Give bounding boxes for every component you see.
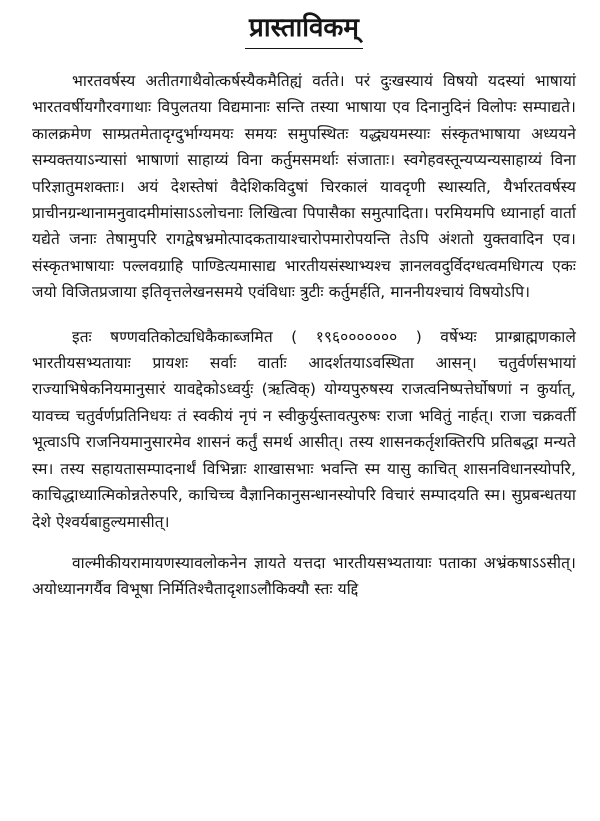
paragraph-1: भारतवर्षस्य अतीतगाथैवोत्कर्षस्यैकमैतिह्यं वर्तते। परं दुःखस्यायं विषयो यदस्यां भाषायां भारतवर्षीयगौरवगाथाः विपुलतया विद्यमानाः सन्ति तस्या भाषाया एव दिनानुदिनं विलोपः सम्पाद्यते। कालक्रमेण साम्प्रतमेतादृग्दुर्भाग्यमयः समयः समुपस्थितः यद्ध्ययमस्याः संस्कृतभाषाया अध्ययने सम्यक्तयाऽन्यासां भाषाणां साहाय्यं विना कर्तुमसमर्थाः संजाताः। स्वगेहवस्तून्यप्यन्यसाहाय्यं विना परिज्ञातुमशक्ताः। अयं देशस्तेषां वैदेशिकविदुषां चिरकालं यावदृणी स्थास्यति, यैर्भारतवर्षस्य प्राचीनग्रन्थानामनुवादमीमांसाऽऽलोचनाः लिखित्वा पिपासैका समुत्पादिता। परमियमपि ध्यानार्हा वार्ता यद्येते जनाः तेषामुपरि रागद्वेषभ्रमोत्पादकतायाश्चारोपमारोपयन्ति तेऽपि अंशतो युक्तवादिन एव। संस्कृतभाषायाः पल्लवग्राहि पाण्डित्यमासाद्य भारतीयसंस्थाभ्यश्च ज्ञानलवदुर्विदग्धत्वमधिगत्य एकः जयो विजितप्रजाया इतिवृत्तलेखनसमये एवंविधाः त्रुटीः कर्तुमर्हति, माननीयश्चायं विषयोऽपि। [32,72,576,302]
paragraph-3: वाल्मीकीयरामायणस्यावलोकनेन ज्ञायते यत्तदा भारतीयसभ्यतायाः पताका अभ्रंकषाऽऽसीत्। अयोध्यानगर्यैव विभूषा निर्मितिश्चैतादृशाऽलौकिक्यौ स्तः यद्दि [32,553,576,599]
paragraph-2: इतः षण्णवतिकोट्यधिकैकाब्जमित ( १९६००००००० ) वर्षेभ्यः प्राग्ब्राह्मणकाले भारतीयसभ्यतायाः प्रायशः सर्वाः वार्ताः आदर्शतयाऽवस्थिता आसन्। चतुर्वर्णसभायां राज्याभिषेकनियमानुसारं यावद्देकोऽध्वर्युः (ऋत्विक्) योग्यपुरुषस्य राजत्वनिष्पत्तेर्घोषणां न कुर्यात्, यावच्च चतुर्वर्णप्रतिनिधयः तं स्वकीयं नृपं न स्वीकुर्युस्तावत्पुरुषः राजा भवितुं नार्हत्। राजा चक्रवर्ती भूत्वाऽपि राजनियमानुसारमेव शासनं कर्तुं समर्थ आसीत्। तस्य शासनकर्तृशक्तिरपि प्रतिबद्धा मन्यते स्म। तस्य सहायतासम्पादनार्थं विभिन्नाः शाखासभाः भवन्ति स्म यासु काचित् शासनविधानस्योपरि, काचिद्धाध्यात्मिकोन्नतेरुपरि, काचिच्च वैज्ञानिकानुसन्धानस्योपरि विचारं सम्पादयति स्म। सुप्रबन्धतया देशे ऐश्वर्यबाहुल्यमासीत्। [32,327,576,531]
page-title [32,8,576,54]
page-title-text: प्रास्ताविकम् [245,10,363,49]
